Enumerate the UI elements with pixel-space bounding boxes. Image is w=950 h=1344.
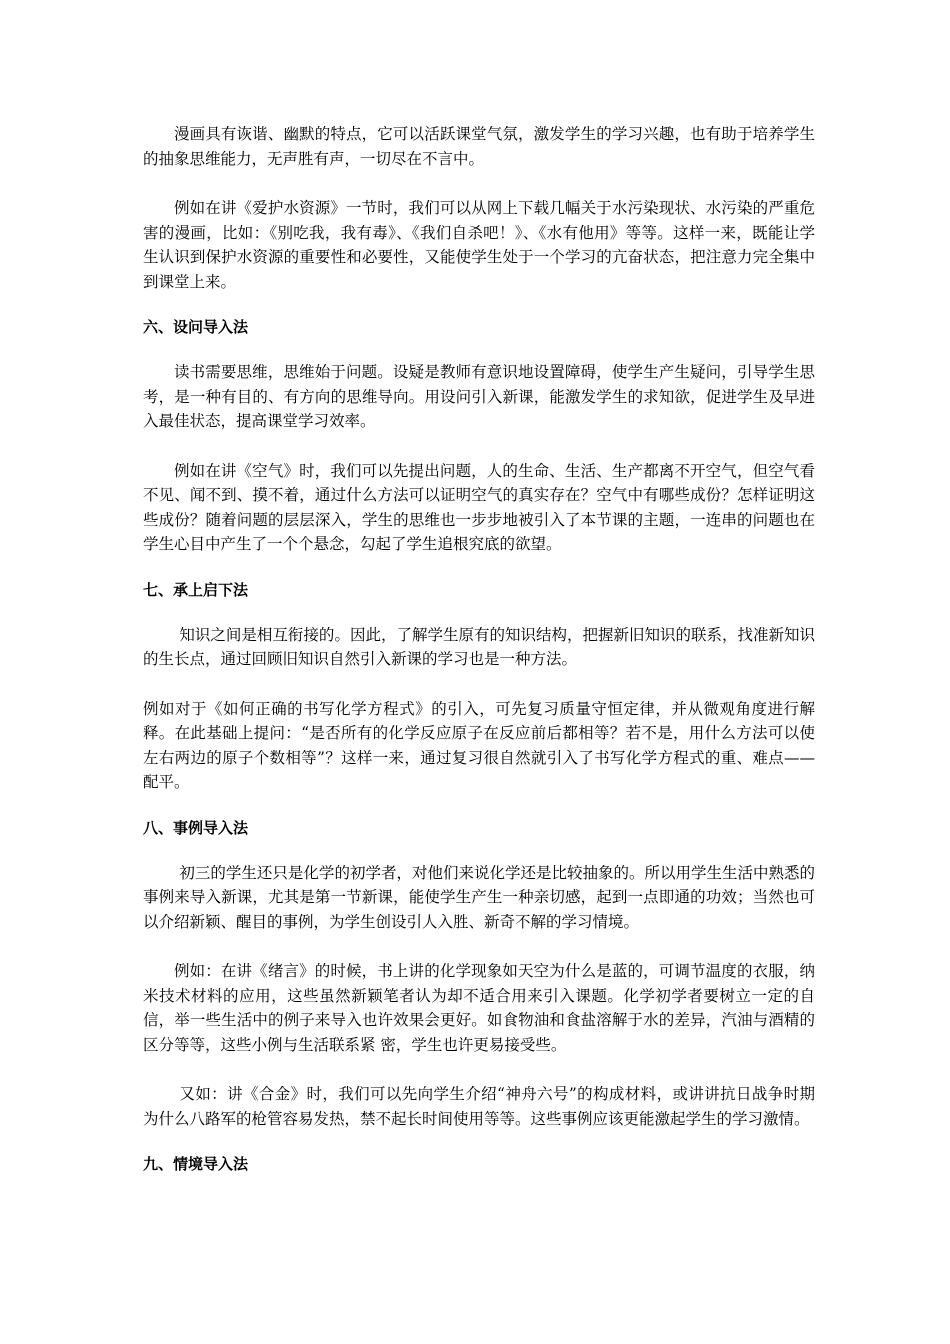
spacer bbox=[143, 795, 815, 816]
spacer bbox=[143, 602, 815, 623]
spacer bbox=[143, 434, 815, 459]
section-heading-9: 九、情境导入法 bbox=[143, 1155, 249, 1173]
document-page bbox=[143, 122, 815, 1176]
section-heading-8: 八、事例导入法 bbox=[143, 818, 249, 837]
paragraph-introduction-example: 例如：在讲《绪言》的时候，书上讲的化学现象如天空为什么是蓝的，可调节温度的衣服，纳米技术材料的应用，这些虽然新颖笔者认为却不适合用来引入课题。化学初学者要树立一定的自信，举一些生活中的例子来导入也许效果会更好。如食物油和食盐溶解于水的差异，汽油与酒精的区分等等，这些小例与生活联系紧 密，学生也许更易接受些。 bbox=[143, 962, 815, 1054]
paragraph-equation-example: 例如对于《如何正确的书写化学方程式》的引入，可先复习质量守恒定律，并从微观角度进行解释。在此基础上提问：“是否所有的化学反应原子在反应前后都相等？若不是，用什么方法可以使左右两边的原子个数相等”？这样一来，通过复习很自然就引入了书写化学方程式的重、难点——配平。 bbox=[143, 699, 815, 791]
paragraph-air-example: 例如在讲《空气》时，我们可以先提出问题，人的生命、生活、生产都离不开空气，但空气看不见、闻不到、摸不着，通过什么方法可以证明空气的真实存在？空气中有哪些成份？怎样证明这些成份？随着问题的层层深入，学生的思维也一步步地被引入了本节课的主题，一连串的问题也在学生心目中产生了一个个悬念，勾起了学生追根究底的欲望。 bbox=[143, 461, 815, 553]
spacer bbox=[143, 339, 815, 360]
paragraph-connection-intro: 知识之间是相互衔接的。因此，了解学生原有的知识结构，把握新旧知识的联系，找准新知识的生长点，通过回顾旧知识自然引入新课的学习也是一种方法。 bbox=[143, 625, 815, 668]
spacer bbox=[143, 557, 815, 578]
spacer bbox=[143, 171, 815, 196]
paragraph-examples-intro: 初三的学生还只是化学的初学者，对他们来说化学还是比较抽象的。所以用学生生活中熟悉的事例来导入新课，尤其是第一节新课，能使学生产生一种亲切感，起到一点即通的功效；当然也可以介绍新颖、醒目的事例，为学生创设引人入胜、新奇不解的学习情境。 bbox=[143, 863, 815, 931]
paragraph-questioning-intro: 读书需要思维，思维始于问题。设疑是教师有意识地设置障碍，使学生产生疑问，引导学生思考，是一种有目的、有方向的思维导向。用设问引入新课，能激发学生的求知欲，促进学生及早进入最佳状态，提高课堂学习效率。 bbox=[143, 363, 815, 430]
spacer bbox=[143, 840, 815, 861]
paragraph-comics-intro: 漫画具有诙谐、幽默的特点，它可以活跃课堂气氛，激发学生的学习兴趣，也有助于培养学生的抽象思维能力，无声胜有声，一切尽在不言中。 bbox=[143, 125, 815, 168]
section-heading-6: 六、设问导入法 bbox=[143, 318, 249, 336]
spacer bbox=[143, 672, 815, 697]
spacer bbox=[143, 294, 815, 315]
paragraph-water-example: 例如在讲《爱护水资源》一节时，我们可以从网上下载几幅关于水污染现状、水污染的严重危害的漫画，比如：《别吃我，我有毒》、《我们自杀吧！》、《水有他用》等等。这样一来，既能让学生认识到保护水资源的重要性和必要性，又能使学生处于一个学习的亢奋状态，把注意力完全集中到课堂上来。 bbox=[143, 199, 815, 291]
paragraph-alloy-example: 又如：讲《合金》时，我们可以先向学生介绍“神舟六号”的构成材料，或讲讲抗日战争时期为什么八路军的枪管容易发热，禁不起长时间使用等等。这些事例应该更能激起学生的学习激情。 bbox=[143, 1085, 815, 1128]
section-heading-7: 七、承上启下法 bbox=[143, 580, 249, 599]
spacer bbox=[143, 1131, 815, 1152]
spacer bbox=[143, 934, 815, 959]
spacer bbox=[143, 1057, 815, 1082]
